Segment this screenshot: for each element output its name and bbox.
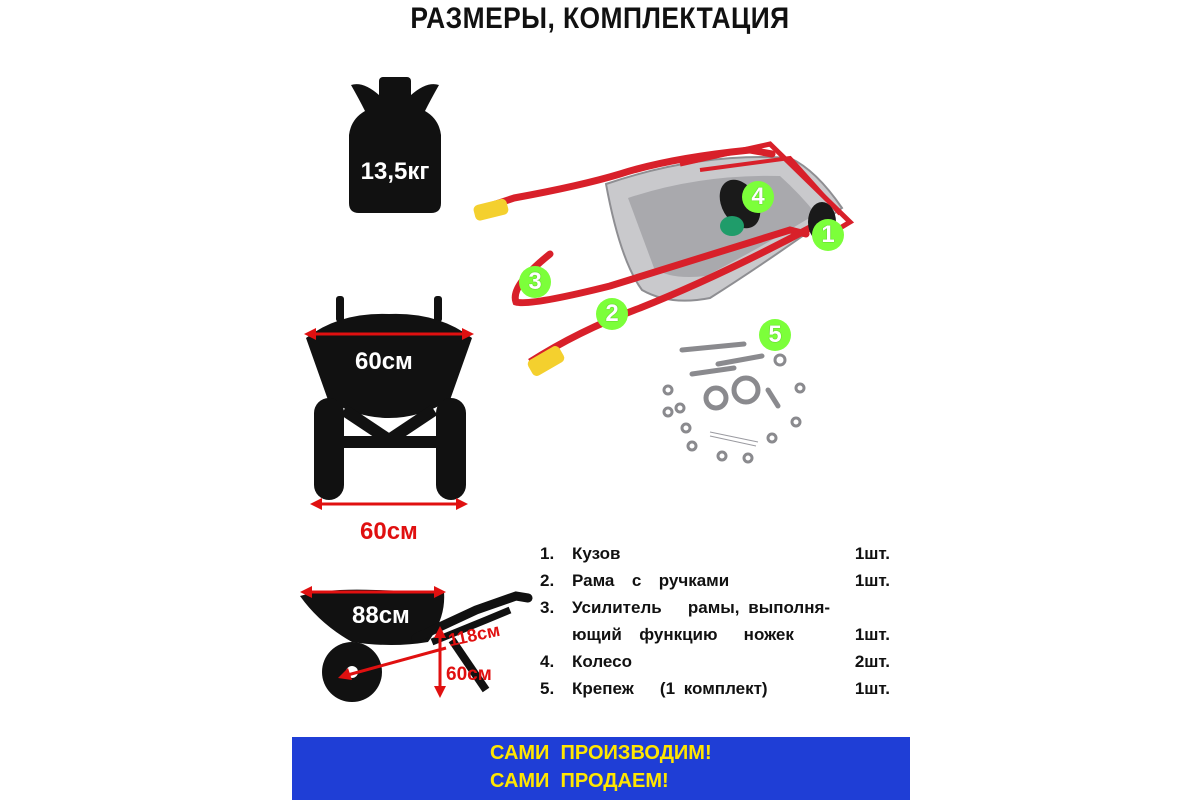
banner-line-1: САМИ ПРОИЗВОДИМ! [490,742,712,764]
list-item: 1. Кузов 1шт. [540,543,890,563]
callout-badge-1: 1 [812,219,844,251]
callout-badge-2: 2 [596,298,628,330]
callout-badge-4: 4 [742,181,774,213]
kit-items-list [540,540,890,702]
list-item: 4. Колесо 2шт. [540,651,890,671]
list-item: 3. Усилитель рамы, выполня- [540,597,831,617]
front-view-silhouette [300,290,480,515]
side-body-length-label: 88см [352,602,410,629]
weight-icon [345,75,445,215]
list-item-continuation: ющий функцию ножек 1шт. [572,624,890,644]
callout-badge-3: 3 [519,266,551,298]
banner-line-2: САМИ ПРОДАЕМ! [490,770,669,792]
list-item: 5. Крепеж (1 комплект) 1шт. [540,678,890,698]
front-track-width-label: 60см [360,518,418,545]
side-total-length-label: 118см [446,619,502,651]
list-item: 2. Рама с ручками 1шт. [540,570,890,590]
callout-badge-5: 5 [759,319,791,351]
front-body-width-label: 60см [355,348,413,375]
side-height-label: 60см [446,664,492,685]
side-view-silhouette [296,580,536,705]
page-title: РАЗМЕРЫ, КОМПЛЕКТАЦИЯ [410,2,790,35]
weight-value: 13,5кг [360,158,430,185]
